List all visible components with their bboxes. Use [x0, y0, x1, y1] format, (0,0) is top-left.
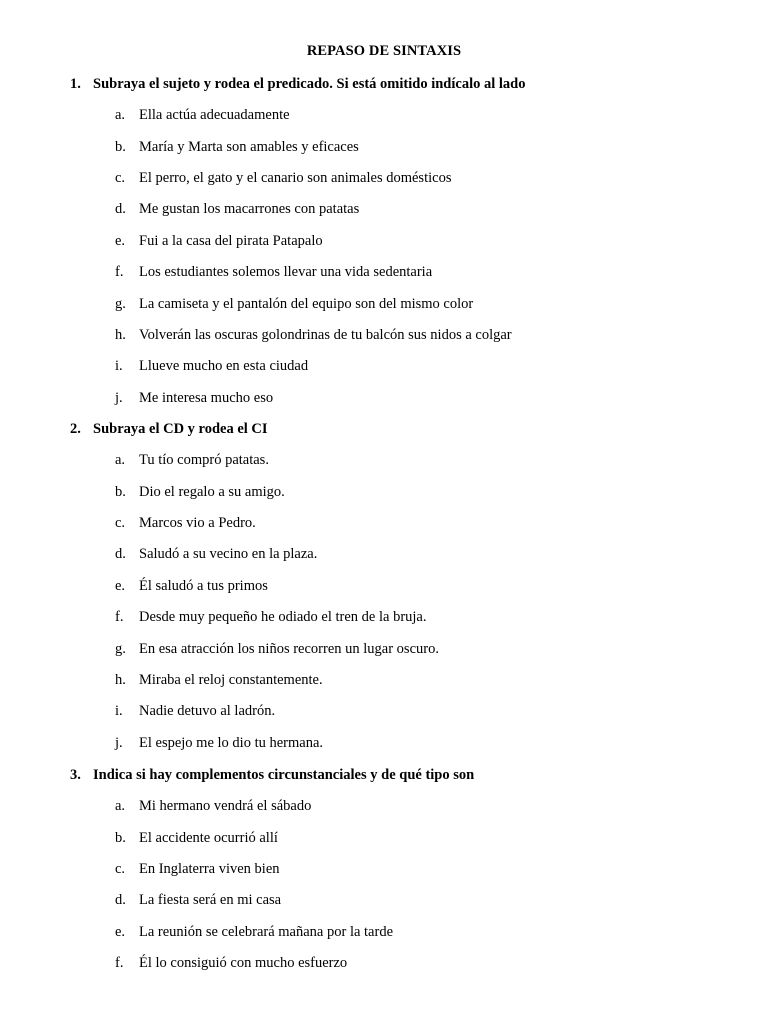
exercise-instruction: Indica si hay complementos circunstanciales y de qué tipo son	[93, 767, 475, 783]
item-sentence: Saludó a su vecino en la plaza.	[139, 546, 318, 563]
item-letter: e.	[115, 923, 126, 940]
item-sentence: El perro, el gato y el canario son animales domésticos	[139, 170, 452, 187]
item-sentence: El accidente ocurrió allí	[139, 829, 278, 846]
exercise-number: 1.	[70, 76, 81, 92]
item-letter: a.	[115, 107, 126, 124]
item-sentence: Desde muy pequeño he odiado el tren de la bruja.	[139, 609, 427, 626]
item-sentence: Volverán las oscuras golondrinas de tu balcón sus nidos a colgar	[139, 327, 512, 344]
page-title: REPASO DE SINTAXIS	[306, 43, 462, 59]
exercise-instruction: Subraya el CD y rodea el CI	[93, 421, 268, 437]
item-letter: g.	[115, 640, 126, 657]
exercise-instruction: Subraya el sujeto y rodea el predicado. Si está omitido indícalo al lado	[93, 76, 526, 92]
list-item	[70, 670, 439, 701]
item-sentence: La camiseta y el pantalón del equipo son del mismo color	[139, 295, 474, 312]
exercise-number: 2.	[70, 421, 81, 437]
item-sentence: Él saludó a tus primos	[139, 577, 268, 594]
item-letter: j.	[115, 734, 123, 751]
list-item	[70, 890, 474, 921]
list-item	[70, 199, 525, 230]
item-letter: c.	[115, 861, 126, 878]
list-item	[70, 262, 525, 293]
list-item	[70, 168, 525, 199]
list-item	[70, 544, 439, 575]
item-letter: h.	[115, 672, 126, 689]
item-letter: b.	[115, 138, 126, 155]
list-item	[70, 607, 439, 638]
item-sentence: Fui a la casa del pirata Patapalo	[139, 232, 323, 249]
item-letter: b.	[115, 829, 126, 846]
item-letter: c.	[115, 515, 126, 532]
item-letter: g.	[115, 295, 126, 312]
exercise-heading	[70, 419, 439, 439]
item-sentence: Los estudiantes solemos llevar una vida sedentaria	[139, 264, 433, 281]
item-sentence: La reunión se celebrará mañana por la tarde	[139, 923, 394, 940]
exercise-item-list	[70, 450, 439, 764]
exercise-1	[70, 74, 525, 419]
list-item	[70, 576, 439, 607]
item-letter: e.	[115, 232, 126, 249]
list-item	[70, 859, 474, 890]
list-item	[70, 137, 525, 168]
list-item	[70, 513, 439, 544]
item-sentence: Ella actúa adecuadamente	[139, 107, 290, 124]
list-item	[70, 294, 525, 325]
item-letter: a.	[115, 452, 126, 469]
list-item	[70, 356, 525, 387]
list-item	[70, 828, 474, 859]
list-item	[70, 796, 474, 827]
exercise-heading	[70, 74, 525, 94]
exercise-item-list	[70, 796, 474, 984]
item-sentence: Tu tío compró patatas.	[139, 452, 269, 469]
item-sentence: Dio el regalo a su amigo.	[139, 483, 285, 500]
list-item	[70, 482, 439, 513]
item-letter: d.	[115, 201, 126, 218]
list-item	[70, 701, 439, 732]
item-sentence: Me gustan los macarrones con patatas	[139, 201, 360, 218]
item-letter: f.	[115, 264, 124, 281]
item-sentence: En esa atracción los niños recorren un lugar oscuro.	[139, 640, 439, 657]
list-item	[70, 105, 525, 136]
item-sentence: Nadie detuvo al ladrón.	[139, 703, 276, 720]
item-letter: b.	[115, 483, 126, 500]
exercise-2	[70, 419, 439, 764]
item-sentence: María y Marta son amables y eficaces	[139, 138, 359, 155]
list-item	[70, 953, 474, 984]
item-sentence: Mi hermano vendrá el sábado	[139, 798, 312, 815]
list-item	[70, 922, 474, 953]
exercise-item-list	[70, 105, 525, 419]
item-letter: c.	[115, 170, 126, 187]
list-item	[70, 325, 525, 356]
item-letter: f.	[115, 609, 124, 626]
list-item	[70, 639, 439, 670]
item-letter: f.	[115, 955, 124, 972]
exercise-3	[70, 765, 474, 985]
item-letter: i.	[115, 703, 123, 720]
item-sentence: Llueve mucho en esta ciudad	[139, 358, 309, 375]
item-sentence: Me interesa mucho eso	[139, 389, 274, 406]
list-item	[70, 388, 525, 419]
item-sentence: La fiesta será en mi casa	[139, 892, 282, 909]
item-letter: i.	[115, 358, 123, 375]
list-item	[70, 450, 439, 481]
item-letter: h.	[115, 327, 126, 344]
item-sentence: Marcos vio a Pedro.	[139, 515, 256, 532]
item-sentence: Miraba el reloj constantemente.	[139, 672, 323, 689]
item-sentence: En Inglaterra viven bien	[139, 861, 280, 878]
exercise-heading	[70, 765, 474, 785]
item-letter: j.	[115, 389, 123, 406]
item-sentence: El espejo me lo dio tu hermana.	[139, 734, 324, 751]
item-letter: d.	[115, 546, 126, 563]
item-sentence: Él lo consiguió con mucho esfuerzo	[139, 955, 348, 972]
list-item	[70, 733, 439, 764]
item-letter: a.	[115, 798, 126, 815]
exercise-number: 3.	[70, 767, 81, 783]
list-item	[70, 231, 525, 262]
item-letter: d.	[115, 892, 126, 909]
item-letter: e.	[115, 577, 126, 594]
